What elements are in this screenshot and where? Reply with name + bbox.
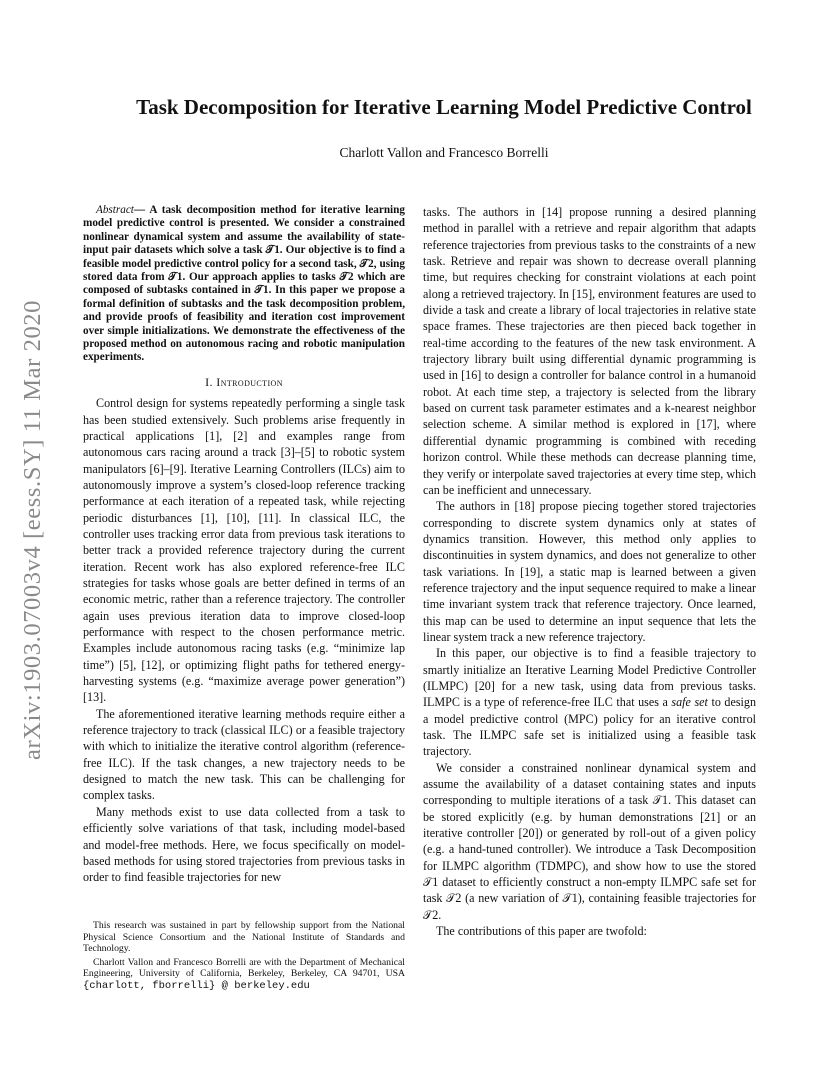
right-column: [423, 204, 756, 939]
footnote-funding: This research was sustained in part by fellowship support from the National Physical Science Consortium and the National Institute of Standards and Technology.: [83, 920, 405, 955]
abstract-text: — A task decomposition method for iterative learning model predictive control is presented. We consider a constrained nonlinear dynamical system and assume the availability of state-input pair datasets which solve a task 𝒯1. Our objective is to find a feasible model predictive control policy for a second task, 𝒯2, using stored data from 𝒯1. Our approach applies to tasks 𝒯2 which are composed of subtasks contained in 𝒯1. In this paper we propose a formal definition of subtasks and the task decomposition problem, and provide proofs of feasibility and iteration cost improvement over simple initializations. We demonstrate the effectiveness of the proposed method on autonomous racing and robotic manipulation experiments.: [83, 204, 405, 364]
intro-paragraph-1: Control design for systems repeatedly performing a single task has been studied extensively. Such problems arise frequently in practical applications [1], [2] and examples range from autonomous cars racing around a track [3]–[5] to robotic system manipulators [6]–[9]. Iterative Learning Controllers (ILCs) aim to autonomously improve a system’s closed-loop reference tracking performance at each iteration of a repeated task, while rejecting periodic disturbances [1], [10], [11]. In classical ILC, the controller uses tracking error data from previous task iterations to better track a provided reference trajectory during the current iteration. Recent work has also explored reference-free ILC strategies for tasks whose goals are better defined in terms of an economic metric, rather than a reference trajectory. The controller again uses previous iteration data to improve closed-loop performance with respect to the chosen performance metric. Examples include autonomous racing tasks (e.g. “minimize lap time”) [5], [12], or optimizing flight paths for tethered energy-harvesting systems (e.g. “maximize average power generation”) [13].: [83, 396, 405, 705]
intro-paragraph-6-after: to design a model predictive control (MPC) policy for an iterative control task. The ILMPC safe set is initialized using a feasible task trajectory.: [423, 695, 756, 759]
arxiv-stamp-text: arXiv:1903.07003v4 [eess.SY] 11 Mar 2020: [19, 300, 46, 760]
intro-paragraph-6-before: In this paper, our objective is to find a feasible trajectory to smartly initialize an Iterative Learning Model Predictive Controller (ILMPC) [20] for a new task, using data from previous tasks. ILMPC is a type of reference-free ILC that uses a: [423, 646, 756, 710]
footnote-affiliation-text: Charlott Vallon and Francesco Borrelli are with the Department of Mechanical Engineering, University of California, Berkeley, Berkeley, CA 94701, USA: [83, 956, 405, 980]
intro-paragraph-2: The aforementioned iterative learning methods require either a reference trajectory to track (classical ILC) or a feasible trajectory with which to initialize the iterative control algorithm (reference-free ILC). If the task changes, a new trajectory needs to be designed to match the new task. This can be challenging for complex tasks.: [83, 706, 405, 803]
footnote-affiliation: [83, 957, 405, 993]
intro-paragraph-7: We consider a constrained nonlinear dynamical system and assume the availability of a dataset containing states and inputs corresponding to multiple iterations of a task 𝒯1. This dataset can be stored explicitly (e.g. by human demonstrations [21] or an iterative controller [20]) or generated by roll-out of a given policy (e.g. a hand-tuned controller). We introduce a Task Decomposition for ILMPC algorithm (TDMPC), and show how to use the stored 𝒯1 dataset to efficiently construct a non-empty ILMPC safe set for task 𝒯2 (a new variation of 𝒯1), containing feasible trajectories for 𝒯2.: [423, 760, 756, 922]
intro-paragraph-8: The contributions of this paper are twofold:: [436, 924, 647, 939]
intro-paragraph-6: [423, 645, 756, 759]
paper-title: Task Decomposition for Iterative Learning Model Predictive Control: [136, 95, 752, 119]
footnote-email: {charlott, fborrelli} @ berkeley.edu: [83, 979, 310, 992]
intro-paragraph-4: tasks. The authors in [14] propose running a desired planning method in parallel with a retrieve and repair algorithm that adapts reference trajectories from previous tasks to the constraints of a new task. Retrieve and repair was shown to decrease overall planning time, but requires checking for constraint violations at each point along a retrieved trajectory. In [15], environment features are used to divide a task and create a library of local trajectories in relative state space frames. These trajectories are then pieced back together in real-time according to the features of the new task environment. A trajectory library built using differential dynamic programming is used in [16] to design a controller for balance control in a humanoid robot. At each time step, a trajectory is selected from the library based on current task parameter estimates and a k-nearest neighbor selection scheme. A similar method is explored in [17], where differential dynamic programming is combined with receding horizon control. While these methods can decrease planning time, they verify or interpolate saved trajectories at every time step, which can be inefficient and unnecessary.: [423, 205, 756, 497]
paper-authors: Charlott Vallon and Francesco Borrelli: [339, 145, 549, 160]
intro-paragraph-3: Many methods exist to use data collected from a task to efficiently solve variations of that task, including model-based and model-free methods. Here, we focus specifically on model-based methods for using stored trajectories from previous tasks in order to find feasible trajectories for new: [83, 804, 405, 885]
abstract: [83, 204, 405, 365]
left-column: [83, 204, 405, 886]
abstract-label: Abstract: [96, 204, 134, 216]
intro-paragraph-5: The authors in [18] propose piecing together stored trajectories corresponding to discrete system dynamics only at states of dynamics transition. However, this method only applies to discontinuities in system dynamics, and does not generalize to other task variations. In [19], a static map is learned between a given reference trajectory and the input sequence required to make a linear time invariant system track that reference trajectory. Once learned, this map can be used to determine an input sequence that lets the linear system track a new reference trajectory.: [423, 499, 756, 644]
arxiv-stamp: [12, 280, 54, 780]
footnotes: [83, 920, 405, 995]
section-heading-introduction: I. Introduction: [205, 374, 283, 389]
intro-paragraph-6-emph: safe set: [671, 695, 708, 710]
